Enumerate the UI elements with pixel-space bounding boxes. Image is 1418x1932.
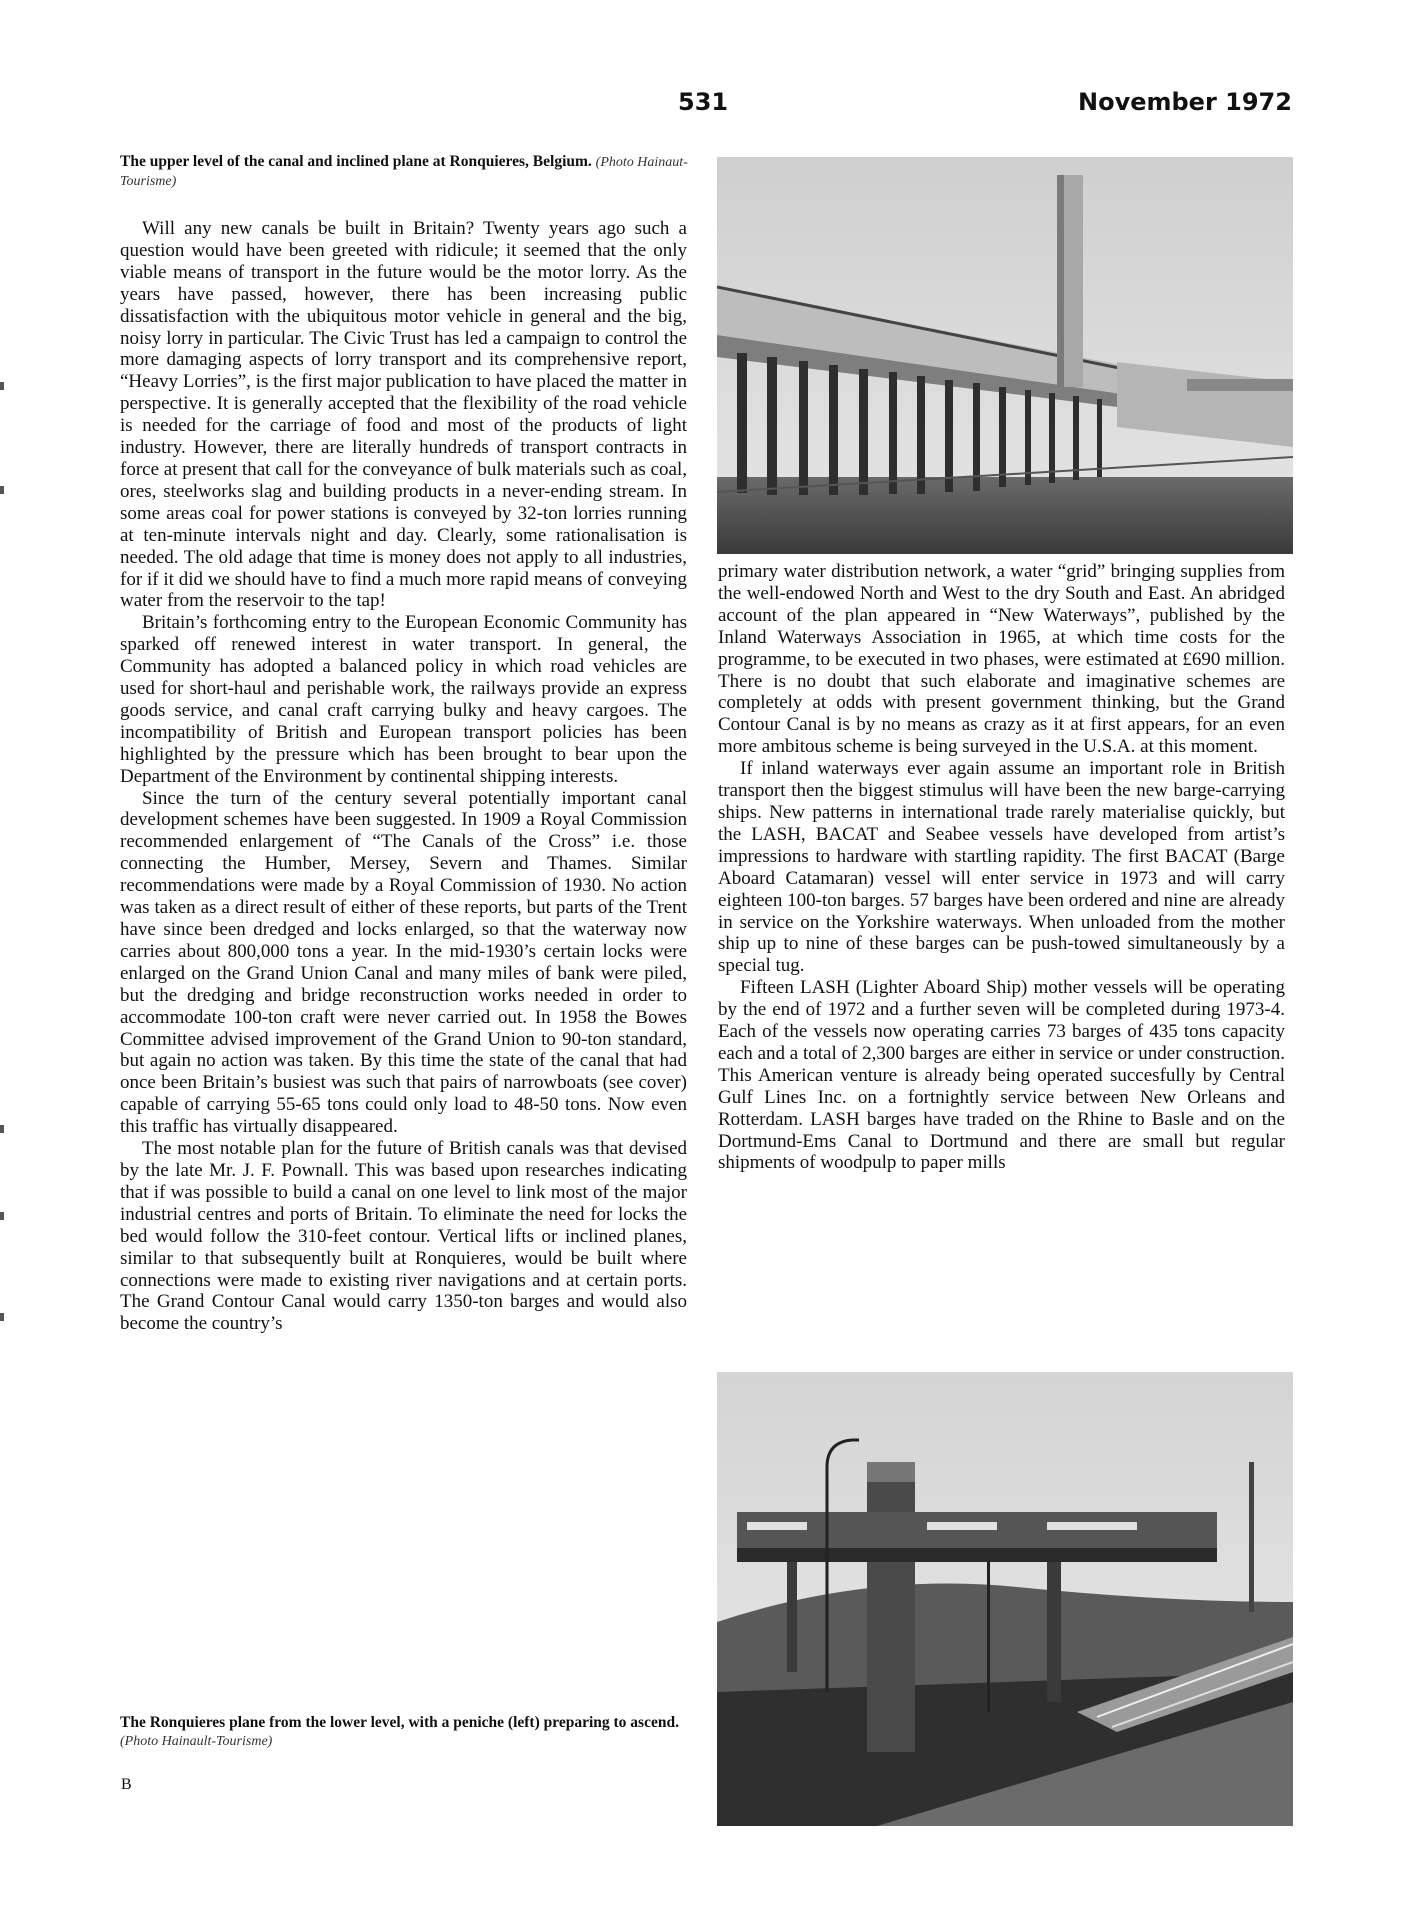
top-caption-credit: (Photo Hainaut-Tourisme) [120,155,688,189]
top-photo-caption [120,153,690,191]
paragraph-7: Fifteen LASH (Lighter Aboard Ship) mother vessels will be operating by the end of 1972 and a further seven will be completed during 1973-4. Each of the vessels now operating carries 73 barges of 435 tons capacity each and a total of 2,300 barges are either in service or under construction. This American venture is already being operated succesfully by Central Gulf Lines Inc. on a fortnightly service between New Orleans and Rotterdam. LASH barges have traded on the Rhine to Basle and on the Dortmund-Ems Canal to Dortmund and there are small but regular shipments of woodpulp to paper mills [718,977,1285,1174]
signature-mark: B [121,1776,132,1793]
issue-date: November 1972 [1078,88,1292,116]
bottom-caption-credit: (Photo Hainault-Tourisme) [120,1734,273,1749]
top-caption-text: The upper level of the canal and inclined plane at Ronquieres, Belgium. [120,153,592,170]
paragraph-1: Will any new canals be built in Britain? Twenty years ago such a question would have been greeted with ridicule; it seemed that the only viable means of transport in the future would be the motor lorry. As the years have passed, however, there has been increasing public dissatisfaction with the ubiquitous motor vehicle in general and the big, noisy lorry in particular. The Civic Trust has led a campaign to control the more damaging aspects of lorry transport and its comprehensive report, “Heavy Lorries”, is the first major publication to have placed the matter in perspective. It is generally accepted that the flexibility of the road vehicle is needed for the carriage of food and most of the products of light industry. However, there are literally hundreds of transport contracts in force at present that call for the conveyance of bulk materials such as coal, ores, steelworks slag and building products in a never-ending stream. In some areas coal for power stations is conveyed by 32-ton lorries running at ten-minute intervals night and day. Clearly, some rationalisation is needed. The old adage that time is money does not apply to all industries, for if it did we should have to find a much more rapid means of conveying water from the reservoir to the tap! [120,218,687,612]
photo-upper-level-canal [717,157,1293,554]
bottom-photo-caption [120,1714,690,1751]
paragraph-4: The most notable plan for the future of British canals was that devised by the late Mr. J. F. Pownall. This was based upon researches indicating that if was possible to build a canal on one level to link most of the major industrial centres and ports of Britain. To eliminate the need for locks the bed would follow the 310-feet contour. Vertical lifts or inclined planes, similar to that subsequently built at Ronquieres, would be built where connections were made to existing river navigations and at certain ports. The Grand Contour Canal would carry 1350-ton barges and would also become the country’s [120,1138,687,1335]
article-left-column [120,218,687,1335]
bottom-caption-text: The Ronquieres plane from the lower level, with a peniche (left) preparing to ascend. [120,1714,679,1731]
binding-mark [0,1313,4,1321]
page-number: 531 [678,88,729,116]
article-right-column [718,561,1285,1174]
paragraph-2: Britain’s forthcoming entry to the European Economic Community has sparked off renewed interest in water transport. In general, the Community has adopted a balanced policy in which road vehicles are used for short-haul and perishable work, the railways provide an express goods service, and canal craft carrying bulky and heavy cargoes. The incompatibility of British and European transport policies has been highlighted by the pressure which has been brought to bear upon the Department of the Environment by continental shipping interests. [120,612,687,787]
binding-mark [0,1212,4,1220]
binding-mark [0,382,4,390]
binding-mark [0,486,4,494]
binding-mark [0,1125,4,1133]
paragraph-3: Since the turn of the century several potentially important canal development schemes have been suggested. In 1909 a Royal Commission recommended enlargement of “The Canals of the Cross” i.e. those connecting the Humber, Mersey, Severn and Thames. Similar recommendations were made by a Royal Commission of 1930. No action was taken as a direct result of either of these reports, but parts of the Trent have since been dredged and locks enlarged, so that the waterway now carries about 800,000 tons a year. In the mid-1930’s certain locks were enlarged on the Grand Union Canal and many miles of bank were piled, but the dredging and bridge reconstruction works needed in order to accommodate 100-ton craft were never carried out. In 1958 the Bowes Committee advised improvement of the Grand Union to 90-ton standard, but again no action was taken. By this time the state of the canal that had once been Britain’s busiest was such that pairs of narrowboats (see cover) capable of carrying 55-65 tons could only load to 48-50 tons. Now even this traffic has virtually disappeared. [120,787,687,1138]
paragraph-6: If inland waterways ever again assume an important role in British transport then the biggest stimulus will have been the new barge-carrying ships. New patterns in international trade rarely materialise quickly, but the LASH, BACAT and Seabee vessels have developed from artist’s impressions to hardware with startling rapidity. The first BACAT (Barge Aboard Catamaran) vessel will enter service in 1973 and will carry eighteen 100-ton barges. 57 barges have been ordered and nine are already in service on the Yorkshire waterways. When unloaded from the mother ship up to nine of these barges can be push-towed simultaneously by a special tug. [718,758,1285,977]
photo-inclined-plane-lower-level [717,1372,1293,1826]
paragraph-5: primary water distribution network, a water “grid” bringing supplies from the well-endowed North and West to the dry South and East. An abridged account of the plan appeared in “New Waterways”, published by the Inland Waterways Association in 1965, at which time costs for the programme, to be executed in two phases, were estimated at £690 million. There is no doubt that such elaborate and imaginative schemes are completely at odds with present government thinking, but the Grand Contour Canal is by no means as crazy as it at first appears, for an even more ambitous scheme is being surveyed in the U.S.A. at this moment. [718,561,1285,758]
